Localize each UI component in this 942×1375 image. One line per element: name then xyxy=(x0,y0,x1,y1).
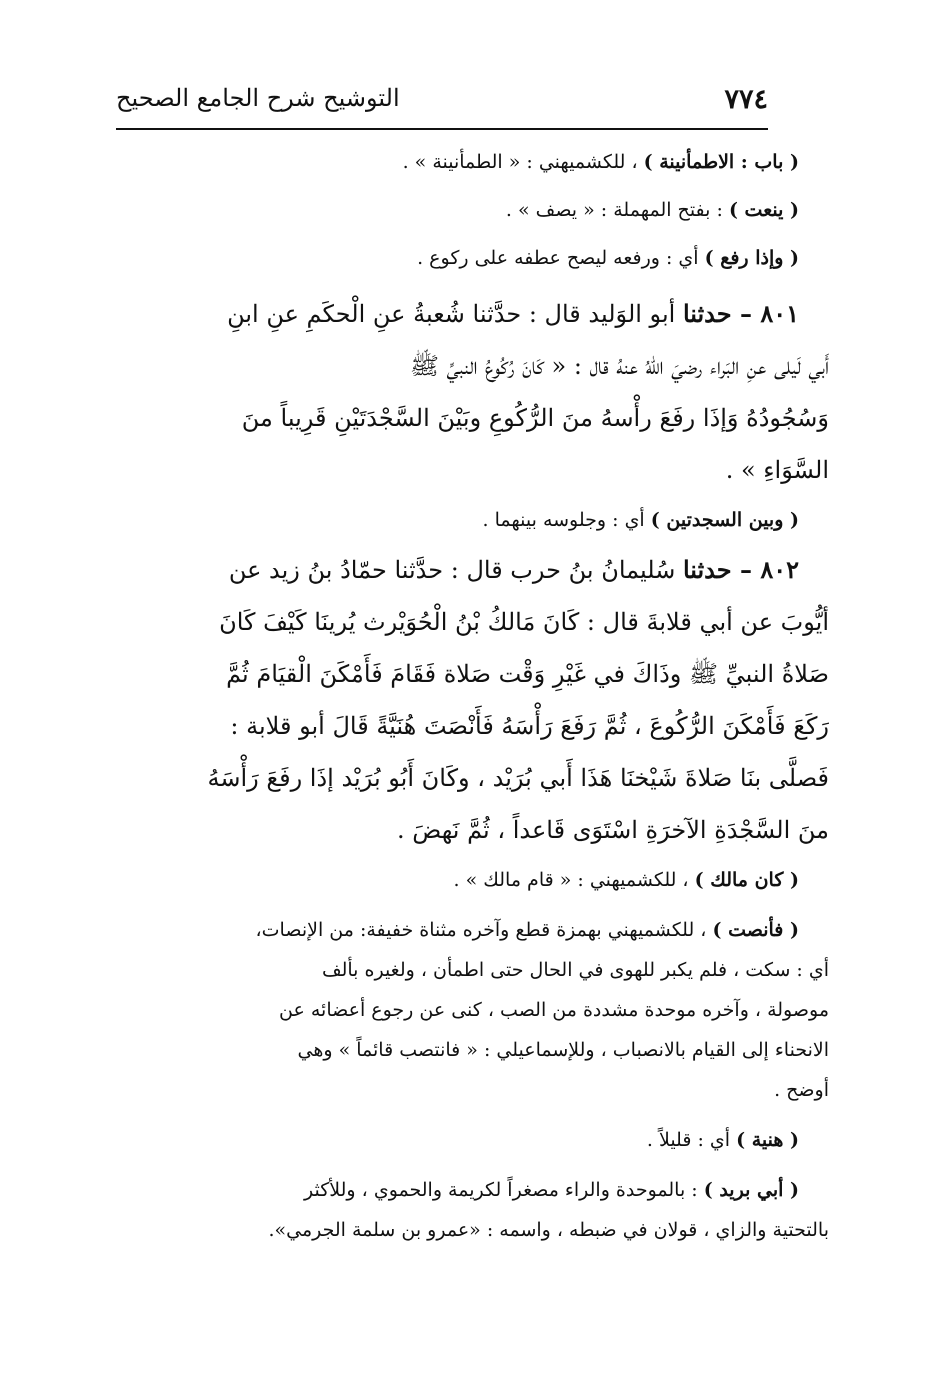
hadith-line: السَّوَاءِ » . xyxy=(725,456,829,484)
note-line: أوضح . xyxy=(774,1079,829,1101)
page-number: ٧٧٤ xyxy=(724,84,768,115)
note-line xyxy=(116,186,829,234)
note-line xyxy=(116,234,829,282)
hadith-line: فَصلَّى بنَا صَلاةَ شَيْخنَا هَذَا أَبي بُرَيْد ، وكَانَ أَبُو بُرَيْد إذَا رفَعَ رَأْسَهُ xyxy=(207,764,829,792)
note-keyword: ( باب : الاطمأنينة ) xyxy=(643,151,799,173)
hadith-number: ٨٠٢ – حدثنا xyxy=(682,555,799,584)
note-keyword: ( هنية ) xyxy=(736,1129,799,1151)
running-title: التوشيح شرح الجامع الصحيح xyxy=(116,84,400,112)
hadith-line: أَبي لَيلى عنِ البَراء رضيَ اللهُ عنهُ قال : « كَانَ رُكُوعُ النبيِّ ﷺ xyxy=(409,352,829,380)
note-ansat xyxy=(116,910,829,1110)
note-text: أي : ورفعه ليصح عطفه على ركوع . xyxy=(417,247,705,269)
page-header xyxy=(116,78,768,118)
note-text: : بالموحدة والراء مصغراً لكريمة والحموي ، وللأكثر xyxy=(304,1179,704,1201)
note-text: أي : قليلاً . xyxy=(646,1129,737,1151)
note-keyword: ( كان مالك ) xyxy=(694,869,799,891)
hadith-line: منَ السَّجْدَةِ الآخرَةِ اسْتَوَى قَاعداً ، ثُمَّ نَهضَ . xyxy=(397,816,829,844)
note-buraid xyxy=(116,1170,829,1250)
hadith-text: أبو الوَليد قال : حدَّثنا شُعبةُ عنِ الْحكَمِ عنِ ابنِ xyxy=(227,300,683,328)
hadith-line xyxy=(116,544,829,596)
note-keyword: ( فأنصت ) xyxy=(712,919,799,941)
hadith-line xyxy=(116,288,829,340)
note-text: أي : وجلوسه بينهما . xyxy=(482,509,651,531)
note-line: الانحناء إلى القيام بالانصباب ، وللإسماعيلي : « فانتصب قائماً » وهي xyxy=(297,1039,829,1061)
note-line: موصولة ، وآخره موحدة مشددة من الصب ، كنى عن رجوع أعضائه عن xyxy=(279,999,829,1021)
note-text: : بفتح المهملة : « يصف » . xyxy=(505,199,729,221)
note-line xyxy=(116,138,829,186)
hadith-line: أيُّوبَ عن أبي قلابةَ قال : كَانَ مَالكُ بْنُ الْحُوَيْرث يُرينَا كَيْفَ كَانَ xyxy=(219,608,829,636)
hadith-line: رَكَعَ فَأَمْكَنَ الرُّكُوعَ ، ثُمَّ رَفَعَ رَأْسَهُ فَأَنْصَتَ هُنَيَّةً قَالَ أبو قلابة : xyxy=(230,712,829,740)
hadith-802 xyxy=(116,544,829,856)
hadith-801 xyxy=(116,288,829,496)
hadith-number: ٨٠١ – حدثنا xyxy=(682,299,799,328)
note-keyword: ( وبين السجدتين ) xyxy=(650,509,799,531)
hadith-text: سُليمانُ بنُ حرب قال : حدَّثنا حمّادُ بنُ زيد عن xyxy=(228,556,683,584)
note-line xyxy=(116,1170,829,1210)
note-line xyxy=(116,1116,829,1164)
note-keyword: ( ينعت ) xyxy=(728,199,799,221)
note-keyword: ( وإذا رفع ) xyxy=(704,247,799,269)
header-rule xyxy=(116,128,768,130)
note-text: ، للكشميهني بهمزة قطع وآخره مثناة خفيفة: من الإنصات، xyxy=(255,919,713,941)
hadith-line: صَلاةُ النبيِّ ﷺ وذَاكَ في غَيْرِ وَقْت صَلاة فَقَامَ فَأَمْكَنَ الْقيَامَ ثُمَّ xyxy=(226,660,829,688)
note-line: أي : سكت ، فلم يكبر للهوى في الحال حتى اطمأن ، ولغيره بألف xyxy=(321,959,829,981)
note-line xyxy=(116,856,829,904)
note-line xyxy=(116,496,829,544)
note-line xyxy=(116,910,829,950)
page-body xyxy=(116,138,829,1250)
note-text: ، للكشميهني : « قام مالك » . xyxy=(453,869,695,891)
hadith-line: وَسُجُودُهُ وَإذَا رفَعَ رأْسهُ منَ الرُّكُوعِ وبَيْنَ السَّجْدَتَيْنِ قَرِيباً منَ xyxy=(241,404,829,432)
note-line: بالتحتية والزاي ، قولان في ضبطه ، واسمه : «عمرو بن سلمة الجرمي». xyxy=(268,1219,829,1241)
note-text: ، للكشميهني : « الطمأنينة » . xyxy=(402,151,644,173)
note-keyword: ( أبي بريد ) xyxy=(703,1179,799,1201)
